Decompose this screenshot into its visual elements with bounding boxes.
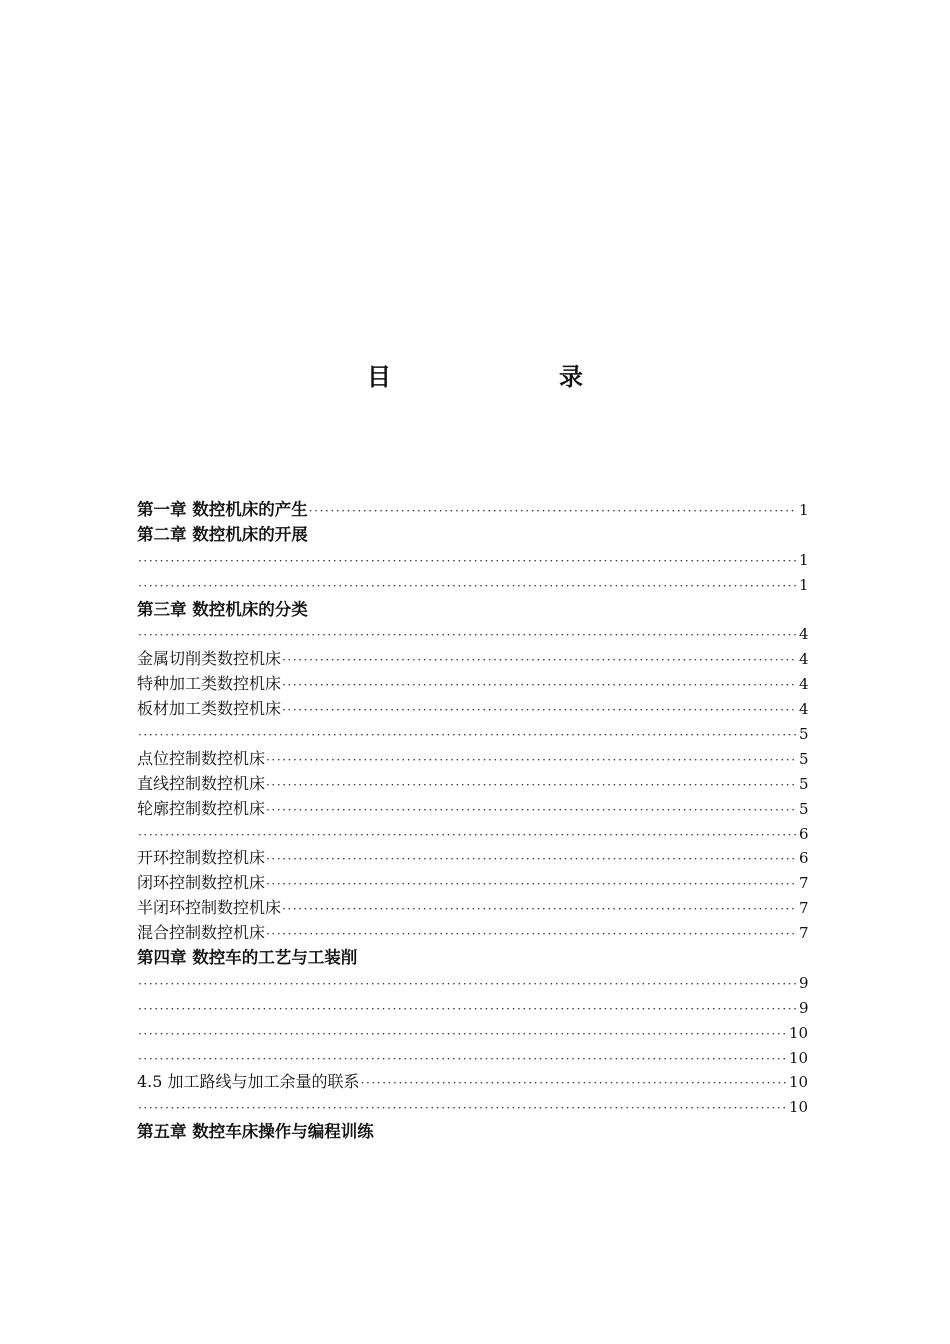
toc-section-entry[interactable] bbox=[137, 672, 809, 697]
toc-section-entry[interactable] bbox=[137, 846, 809, 871]
toc-dot-leader bbox=[138, 997, 797, 1022]
toc-entry-text: 板材加工类数控机床 bbox=[137, 699, 282, 719]
toc-dot-leader bbox=[266, 798, 797, 823]
toc-entry-text: 混合控制数控机床 bbox=[137, 923, 266, 943]
toc-dot-leader bbox=[138, 1096, 787, 1121]
toc-chapter-entry[interactable] bbox=[137, 523, 809, 548]
toc-page-number: 9 bbox=[799, 998, 809, 1017]
toc-page-number: 5 bbox=[799, 774, 809, 793]
toc-page-number: 1 bbox=[799, 501, 809, 519]
toc-dot-leader bbox=[266, 872, 797, 897]
toc-dot-leader bbox=[282, 698, 797, 723]
toc-section-entry[interactable] bbox=[137, 697, 809, 722]
toc-chapter-entry[interactable] bbox=[137, 598, 809, 623]
toc-page-number: 5 bbox=[799, 799, 809, 818]
toc-dot-leader bbox=[138, 723, 797, 748]
toc-page-number: 1 bbox=[799, 550, 809, 569]
toc-entry-text: 特种加工类数控机床 bbox=[137, 674, 282, 694]
toc-section-entry[interactable] bbox=[137, 797, 809, 822]
toc-section-entry[interactable] bbox=[137, 647, 809, 672]
toc-section-entry[interactable] bbox=[137, 573, 809, 598]
toc-dot-leader bbox=[266, 847, 797, 872]
toc-dot-leader bbox=[138, 1047, 787, 1072]
toc-section-entry[interactable] bbox=[137, 622, 809, 647]
toc-entry-text: 第五章 数控车床操作与编程训练 bbox=[137, 1122, 374, 1142]
toc-entry-text: 第二章 数控机床的开展 bbox=[137, 524, 308, 544]
toc-dot-leader bbox=[138, 549, 797, 574]
toc-entry-text: 4.5 加工路线与加工余量的联系 bbox=[137, 1072, 360, 1092]
toc-dot-leader bbox=[138, 823, 797, 848]
toc-entry-text: 开环控制数控机床 bbox=[137, 848, 266, 868]
toc-section-entry[interactable] bbox=[137, 747, 809, 772]
toc-page-number: 4 bbox=[799, 650, 809, 669]
toc-chapter-entry[interactable] bbox=[137, 946, 809, 971]
toc-dot-leader bbox=[138, 574, 797, 599]
toc-page-number: 4 bbox=[799, 675, 809, 694]
toc-entry-text: 半闭环控制数控机床 bbox=[137, 898, 282, 918]
toc-dot-leader bbox=[138, 623, 797, 648]
toc-dot-leader bbox=[282, 673, 797, 698]
toc-dot-leader bbox=[138, 972, 797, 997]
toc-page-number: 5 bbox=[799, 725, 809, 744]
toc-page-number: 4 bbox=[799, 625, 809, 644]
toc-page-number: 10 bbox=[789, 1073, 809, 1092]
toc-section-entry[interactable] bbox=[137, 548, 809, 573]
toc-entry-text: 金属切削类数控机床 bbox=[137, 649, 282, 669]
toc-section-entry[interactable] bbox=[137, 971, 809, 996]
toc-section-entry[interactable] bbox=[137, 722, 809, 747]
toc-page-number: 5 bbox=[799, 749, 809, 768]
toc-page-number: 7 bbox=[799, 924, 809, 943]
toc-section-entry[interactable] bbox=[137, 871, 809, 896]
toc-entry-text: 第三章 数控机床的分类 bbox=[137, 599, 308, 619]
toc-section-entry[interactable] bbox=[137, 1021, 809, 1046]
toc-section-entry[interactable] bbox=[137, 896, 809, 921]
toc-dot-leader bbox=[266, 773, 797, 798]
toc-entry-text: 直线控制数控机床 bbox=[137, 773, 266, 793]
toc-page-number: 6 bbox=[799, 849, 809, 868]
toc-page-number: 7 bbox=[799, 899, 809, 918]
toc-entry-text: 第一章 数控机床的产生 bbox=[137, 500, 308, 519]
toc-dot-leader bbox=[138, 1022, 787, 1047]
toc-entry-text: 闭环控制数控机床 bbox=[137, 873, 266, 893]
toc-entry-text: 第四章 数控车的工艺与工装削 bbox=[137, 948, 358, 968]
toc-dot-leader bbox=[361, 1071, 787, 1096]
toc-section-entry[interactable] bbox=[137, 921, 809, 946]
toc-entry-text: 轮廓控制数控机床 bbox=[137, 798, 266, 818]
toc-page-number: 7 bbox=[799, 874, 809, 893]
toc-section-entry[interactable] bbox=[137, 822, 809, 847]
toc-section-entry[interactable] bbox=[137, 772, 809, 797]
toc-section-entry[interactable] bbox=[137, 996, 809, 1021]
toc-dot-leader bbox=[282, 897, 797, 922]
toc-dot-leader bbox=[309, 499, 797, 524]
toc-entry-text: 点位控制数控机床 bbox=[137, 748, 266, 768]
toc-page-number: 10 bbox=[789, 1098, 809, 1117]
toc-title: 目 录 bbox=[367, 363, 623, 391]
toc-section-entry[interactable] bbox=[137, 1095, 809, 1120]
toc-dot-leader bbox=[266, 922, 797, 947]
toc-list bbox=[137, 498, 809, 1145]
toc-page-number: 1 bbox=[799, 575, 809, 594]
toc-page-number: 6 bbox=[799, 824, 809, 843]
toc-page-number: 10 bbox=[789, 1023, 809, 1042]
toc-chapter-entry[interactable] bbox=[137, 498, 809, 523]
toc-chapter-entry[interactable] bbox=[137, 1120, 809, 1145]
toc-page-number: 4 bbox=[799, 700, 809, 719]
toc-page-number: 10 bbox=[789, 1048, 809, 1067]
toc-dot-leader bbox=[282, 648, 797, 673]
toc-dot-leader bbox=[266, 748, 797, 773]
toc-page-number: 9 bbox=[799, 973, 809, 992]
toc-section-entry[interactable] bbox=[137, 1070, 809, 1095]
toc-section-entry[interactable] bbox=[137, 1046, 809, 1071]
